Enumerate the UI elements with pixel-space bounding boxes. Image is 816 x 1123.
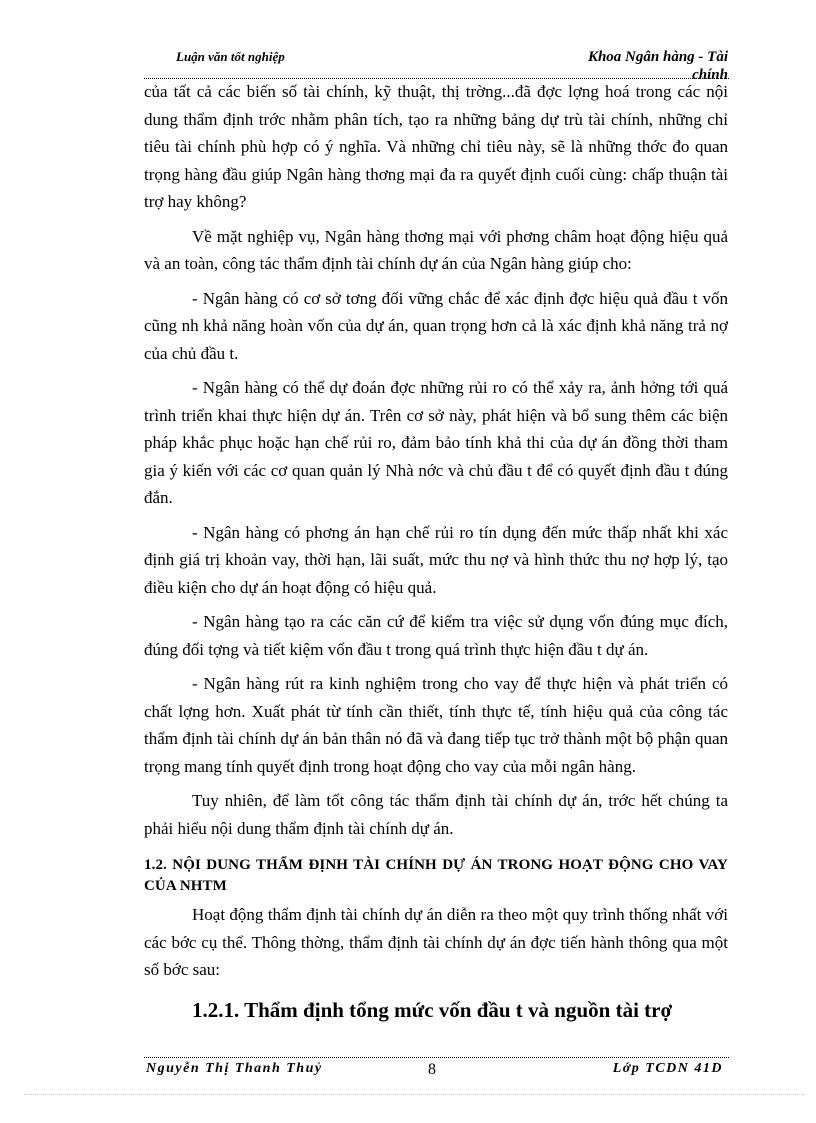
section-heading: 1.2. NỘI DUNG THẨM ĐỊNH TÀI CHÍNH DỰ ÁN TRONG HOẠT ĐỘNG CHO VAY CỦA NHTM [144, 857, 728, 894]
footer-page-number: 8 [428, 1061, 436, 1078]
subsection-heading: 1.2.1. Thẩm định tổng mức vốn đầu t và nguồn tài trợ [192, 997, 673, 1022]
paragraph-7: - Ngân hàng rút ra kinh nghiệm trong cho vay để thực hiện và phát triển có chất lợng hơn. Xuất phát từ tính cần thiết, tính thực tế, tính hiệu quả của công tác thẩm định tài chính dự án bản thân nó đã và đang tiếp tục trở thành một bộ phận quan trọng mang tính quyết định trong hoạt động cho vay của mỗi ngân hàng. [144, 674, 728, 776]
footer-class: Lớp TCDN 41D [612, 1061, 723, 1076]
page-bottom-edge [24, 1094, 804, 1095]
paragraph-1: của tất cả các biến số tài chính, kỹ thuật, thị trờng...đã đợc lợng hoá trong các nội dung thẩm định trớc nhằm phân tích, tạo ra những bảng dự trù tài chính, những chỉ tiêu tài chính phù hợp có ý nghĩa. Và những chỉ tiêu này, sẽ là những thớc đo quan trọng hàng đầu giúp Ngân hàng thơng mại đa ra quyết định cuối cùng: chấp thuận tài trợ hay không? [144, 82, 728, 211]
document-body [144, 78, 728, 1025]
header-thesis-title: Luận văn tốt nghiệp [176, 49, 285, 64]
paragraph-2: Về mặt nghiệp vụ, Ngân hàng thơng mại với phơng châm hoạt động hiệu quả và an toàn, công tác thẩm định tài chính dự án của Ngân hàng giúp cho: [144, 226, 728, 273]
paragraph-5: - Ngân hàng có phơng án hạn chế rủi ro tín dụng đến mức thấp nhất khi xác định giá trị khoản vay, thời hạn, lãi suất, mức thu nợ và hình thức thu nợ hợp lý, tạo điều kiện cho dự án hoạt động có hiệu quả. [144, 522, 728, 597]
footer-author: Nguyễn Thị Thanh Thuỷ [146, 1061, 323, 1076]
header-faculty-line2: chính [692, 67, 728, 83]
paragraph-3: - Ngân hàng có cơ sở tơng đối vững chắc để xác định đợc hiệu quả đầu t vốn cũng nh khả năng hoàn vốn của dự án, quan trọng hơn cả là xác định khả năng trả nợ của chủ đầu t. [144, 288, 728, 363]
paragraph-4: - Ngân hàng có thể dự đoán đợc những rủi ro có thể xảy ra, ảnh hởng tới quá trình triển khai thực hiện dự án. Trên cơ sở này, phát hiện và bổ sung thêm các biện pháp khắc phục hoặc hạn chế rủi ro, đảm bảo tính khả thi của dự án đồng thời tham gia ý kiến với các cơ quan quản lý Nhà nớc và chủ đầu t để có quyết định đầu t đúng đắn. [144, 378, 728, 507]
paragraph-9: Hoạt động thẩm định tài chính dự án diễn ra theo một quy trình thống nhất với các bớc cụ thể. Thông thờng, thẩm định tài chính dự án đợc tiến hành thông qua một số bớc sau: [144, 905, 728, 979]
paragraph-6: - Ngân hàng tạo ra các căn cứ để kiểm tra việc sử dụng vốn đúng mục đích, đúng đối tợng và tiết kiệm vốn đầu t trong quá trình thực hiện đầu t dự án. [144, 612, 728, 659]
footer-divider [144, 1057, 729, 1058]
paragraph-8: Tuy nhiên, để làm tốt công tác thẩm định tài chính dự án, trớc hết chúng ta phải hiểu nội dung thẩm định tài chính dự án. [144, 791, 728, 838]
header-faculty-line1: Khoa Ngân hàng - Tài [587, 49, 728, 65]
